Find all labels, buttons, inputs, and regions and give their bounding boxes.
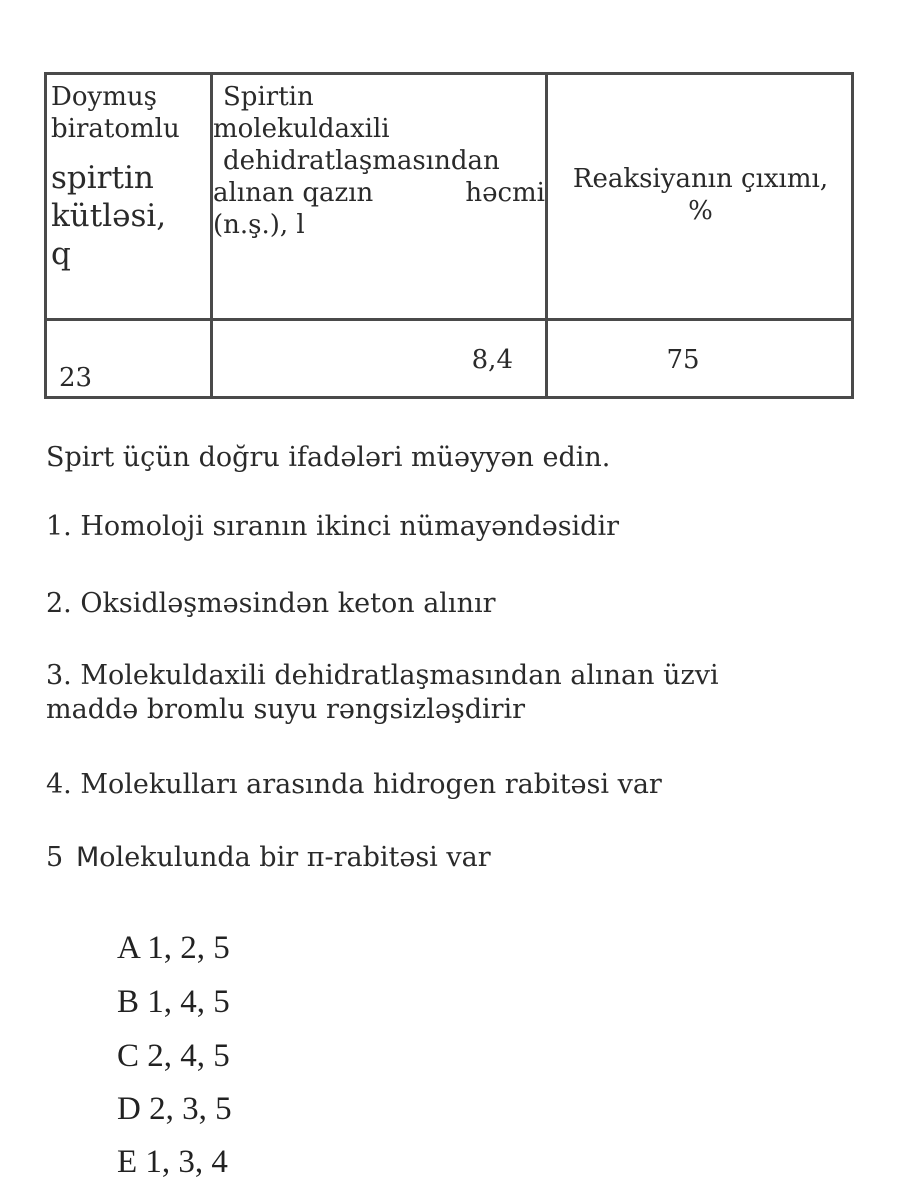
header-text: kütləsi, [51,198,167,234]
statement-4: 4. Molekulları arasında hidrogen rabitəsi var [46,769,662,800]
data-table [44,72,854,399]
header-text: spirtin [51,160,154,196]
header-text: alınan qazın [213,178,374,208]
statement-3 [46,659,719,727]
statement-5 [46,841,491,875]
header-cell-yield [548,163,853,227]
header-text: dehidratlaşmasından [223,146,500,176]
header-cell-volume [213,82,545,241]
header-text: molekuldaxili [213,114,390,144]
statement-number: 5 [46,842,64,873]
header-line [213,177,545,209]
header-text: Reaksiyanın çıxımı, [572,164,829,194]
answer-option-a[interactable]: A 1, 2, 5 [117,930,230,966]
table-row-divider [47,318,851,321]
answer-option-b[interactable]: B 1, 4, 5 [117,984,230,1020]
question-stem: Spirt üçün doğru ifadələri müəyyən edin. [46,442,611,473]
data-cell-mass: 23 [59,363,93,393]
header-text: həcmi [465,178,545,208]
statement-initial: M [76,842,100,873]
data-cell-volume: 8,4 [471,345,513,375]
header-text: Doymuş [51,82,157,112]
statement-1: 1. Homoloji sıranın ikinci nümayəndəsidir [46,511,620,542]
header-text: biratomlu [51,114,180,144]
answer-option-d[interactable]: D 2, 3, 5 [117,1091,232,1127]
answer-option-e[interactable]: E 1, 3, 4 [117,1144,228,1180]
header-cell-mass [51,81,211,273]
header-text: q [51,236,71,272]
statement-line: maddə bromlu suyu rəngsizləşdirir [46,694,526,725]
data-cell-yield: 75 [666,345,700,375]
statement-2: 2. Oksidləşməsindən keton alınır [46,588,496,619]
header-text: (n.ş.), l [213,210,305,240]
header-text: % [688,196,713,226]
answer-option-c[interactable]: C 2, 4, 5 [117,1038,230,1074]
header-text: Spirtin [223,82,314,112]
statement-text: olekulunda bir π-rabitəsi var [99,842,491,873]
statement-line: 3. Molekuldaxili dehidratlaşmasından alınan üzvi [46,660,719,691]
